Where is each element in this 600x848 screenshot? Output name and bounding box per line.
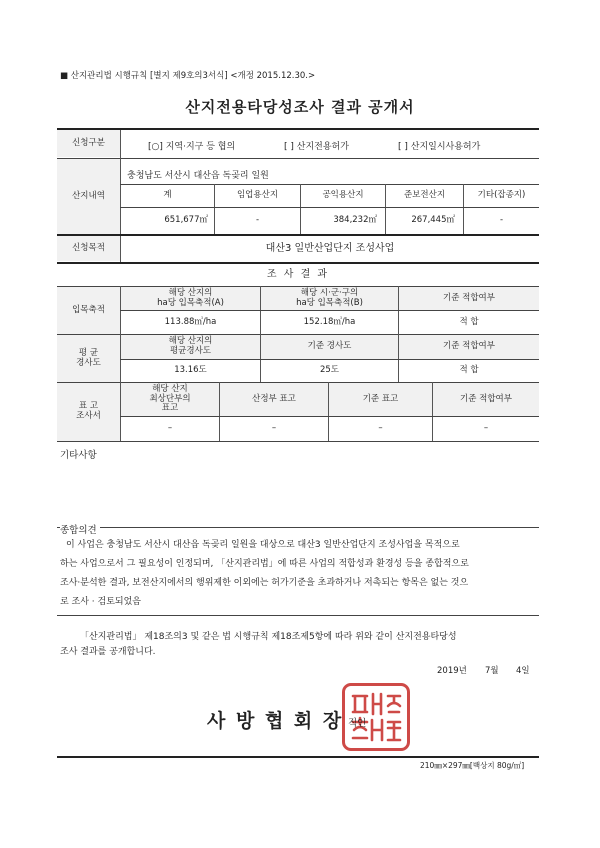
- purpose-label: 신청목적: [57, 236, 120, 261]
- statement-line-1: 「산지관리법」 제18조의3 및 같은 법 시행규칙 제18조제5항에 따라 위와 같이 산지전용타당성: [80, 632, 457, 642]
- other-notes-label: 기타사항: [60, 450, 97, 461]
- slope-header-standard: 기준 경사도: [261, 335, 398, 359]
- elevation-header-site-top: 해당 산지 최상단부의 표고: [121, 383, 219, 416]
- opinion-line: 로 조사 · 검토되었음: [60, 597, 141, 607]
- signature-organization: 사 방 협 회 장: [207, 710, 344, 732]
- option-temporary-use-permit: [ ] 산지일시사용허가: [398, 142, 481, 152]
- col-total: 계: [163, 190, 172, 201]
- statement-line-2: 조사 결과를 공개합니다.: [60, 647, 156, 657]
- forest-address: 충청남도 서산시 대산읍 독곶리 일원: [127, 171, 269, 181]
- paper-spec: 210㎜×297㎜[백상지 80g/㎡]: [420, 761, 525, 770]
- col-other-land: 기타(잡종지): [477, 190, 526, 201]
- elevation-value-site-top: –: [167, 423, 173, 434]
- slope-value-site: 13.16도: [174, 365, 207, 376]
- option-zone-consultation: [○] 지역·지구 등 협의: [148, 142, 236, 152]
- value-total: 651,677㎡: [164, 214, 208, 225]
- opinion-text: [60, 536, 540, 612]
- slope-label: 평 균 경사도: [57, 335, 120, 382]
- forest-details-label: 산지내역: [57, 159, 120, 234]
- col-forestry-use: 임업용산지: [236, 190, 279, 201]
- stand-volume-label: 입목축적: [57, 287, 120, 334]
- col-semi-conservation: 준보전산지: [403, 190, 446, 201]
- slope-value-standard: 25도: [319, 365, 340, 376]
- stand-value-site: 113.88㎥/ha: [164, 316, 217, 327]
- value-semi-conservation: 267,445㎡: [411, 214, 455, 225]
- slope-header-compliance: 기준 적합여부: [399, 335, 539, 359]
- col-public-use: 공익용산지: [322, 190, 364, 201]
- opinion-line: 조사·분석한 결과, 보전산지에서의 행위제한 이외에는 허가기준을 초과하거나 저촉되는 항목은 없는 것으: [60, 578, 469, 588]
- elevation-label: 표 고 조사서: [57, 383, 120, 441]
- value-public-use: 384,232㎡: [333, 214, 377, 225]
- value-forestry-use: -: [255, 214, 260, 225]
- page-title: 산지전용타당성조사 결과 공개서: [185, 98, 415, 116]
- results-title: 조 사 결 과: [266, 269, 330, 281]
- stand-header-site: 해당 산지의 ha당 입목축적(A): [121, 287, 260, 310]
- application-type-label: 신청구분: [57, 130, 120, 157]
- stand-value-municipality: 152.18㎥/ha: [303, 316, 356, 327]
- slope-header-site: 해당 산지의 평균경사도: [121, 335, 260, 359]
- elevation-header-summit: 산정부 표고: [220, 383, 328, 416]
- slope-value-compliance: 적 합: [459, 365, 479, 376]
- opinion-line: 하는 사업으로서 그 필요성이 인정되며, 「산지관리법」에 따른 사업의 적합성과 환경성 등을 종합적으로: [60, 559, 469, 569]
- form-reference: ■ 산지관리법 시행규칙 [별지 제9호의3서식] <개정 2015.12.30.>: [60, 71, 316, 81]
- stand-value-compliance: 적 합: [459, 316, 479, 327]
- opinion-line: 이 사업은 충청남도 서산시 대산읍 독곶리 일원을 대상으로 대산3 일반산업단지 조성사업을 목적으로: [66, 540, 460, 550]
- elevation-value-summit: –: [271, 423, 277, 434]
- elevation-value-compliance: –: [483, 423, 489, 434]
- seal-label: 직인: [348, 718, 367, 729]
- opinion-label: 종합의견: [60, 522, 100, 536]
- value-other-land: -: [499, 214, 504, 225]
- elevation-value-standard: –: [378, 423, 383, 434]
- date-day: 4일: [516, 666, 530, 676]
- purpose-value: 대산3 일반산업단지 조성사업: [265, 242, 395, 254]
- stand-header-compliance: 기준 적합여부: [399, 287, 539, 310]
- date-year: 2019년: [437, 666, 467, 676]
- elevation-header-standard: 기준 표고: [329, 383, 432, 416]
- stand-header-municipality: 해당 시·군·구의 ha당 입목축적(B): [261, 287, 398, 310]
- date-month: 7월: [485, 666, 499, 676]
- option-conversion-permit: [ ] 산지전용허가: [284, 142, 349, 152]
- elevation-header-compliance: 기준 적합여부: [433, 383, 539, 416]
